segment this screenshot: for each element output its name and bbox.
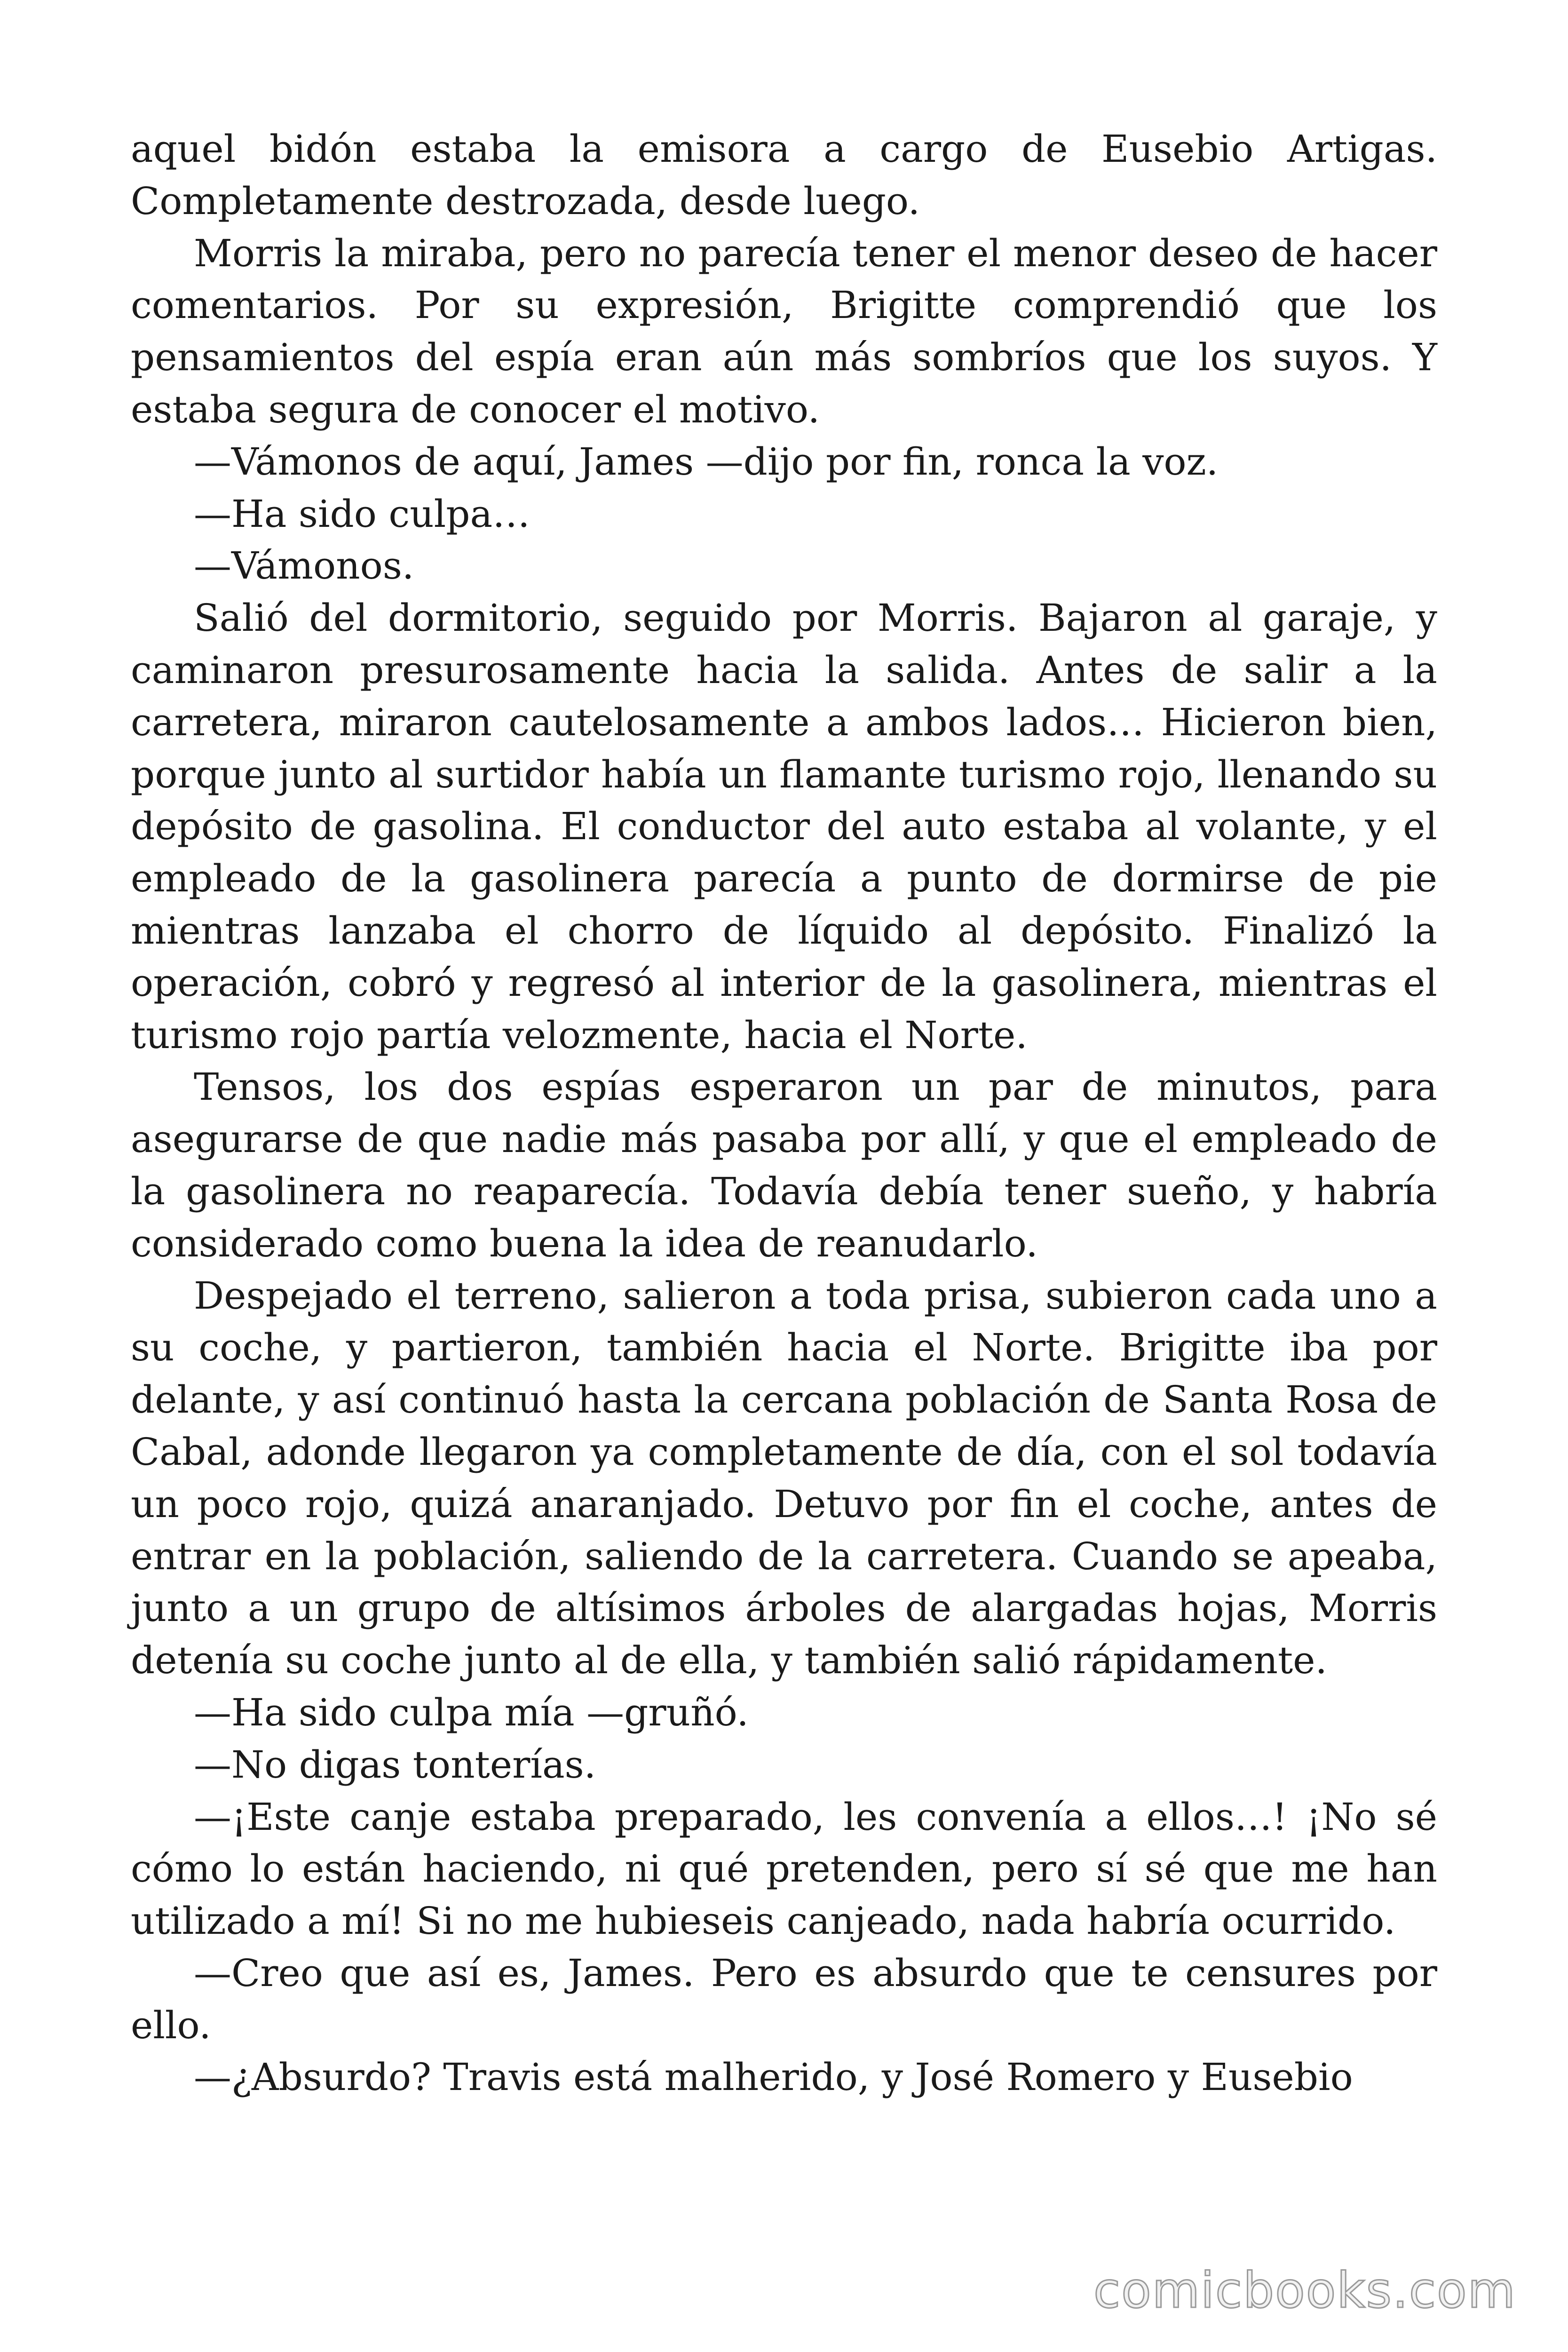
dialogue-line: —Ha sido culpa mía —gruñó.: [194, 1690, 749, 1734]
paragraph: Tensos, los dos espías esperaron un par de minutos, para asegurarse de que nadie más pasaba por allí, y que el empleado de la gasolinera no reaparecía. Todavía debía tener sueño, y habría considerado como buena la idea de reanudarlo.: [131, 1065, 1437, 1265]
paragraph: aquel bidón estaba la emisora a cargo de Eusebio Artigas. Completamente destrozada, desde luego.: [131, 127, 1437, 223]
dialogue-line: —¡Este canje estaba preparado, les convenía a ellos…! ¡No sé cómo lo están haciendo, ni qué pretenden, pero sí sé que me han utilizado a mí! Si no me hubieseis canjeado, nada habría ocurrido.: [131, 1795, 1437, 1943]
dialogue-line: —Vámonos.: [194, 544, 414, 588]
dialogue-line: —Vámonos de aquí, James —dijo por fin, ronca la voz.: [194, 439, 1219, 484]
dialogue-line: —¿Absurdo? Travis está malherido, y José Romero y Eusebio: [194, 2055, 1353, 2099]
paragraph: Salió del dormitorio, seguido por Morris. Bajaron al garaje, y caminaron presurosamente hacia la salida. Antes de salir a la carretera, miraron cautelosamente a ambos lados… Hicieron bien, porque junto al surtidor había un flamante turismo rojo, llenando su depósito de gasolina. El conductor del auto estaba al volante, y el empleado de la gasolinera parecía a punto de dormirse de pie mientras lanzaba el chorro de líquido al depósito. Finalizó la operación, cobró y regresó al interior de la gasolinera, mientras el turismo rojo partía velozmente, hacia el Norte.: [131, 596, 1437, 1057]
paragraph: Morris la miraba, pero no parecía tener el menor deseo de hacer comentarios. Por su expresión, Brigitte comprendió que los pensamientos del espía eran aún más sombríos que los suyos. Y estaba segura de conocer el motivo.: [131, 231, 1437, 431]
dialogue-line: —Creo que así es, James. Pero es absurdo que te censures por ello.: [131, 1951, 1437, 2047]
site-watermark: comicbooks.com: [1093, 2262, 1516, 2319]
dialogue-line: —Ha sido culpa…: [194, 492, 531, 536]
dialogue-line: —No digas tonterías.: [194, 1742, 596, 1787]
paragraph: Despejado el terreno, salieron a toda prisa, subieron cada uno a su coche, y partieron, también hacia el Norte. Brigitte iba por delante, y así continuó hasta la cercana población de Santa Rosa de Cabal, adonde llegaron ya completamente de día, con el sol todavía un poco rojo, quizá anaranjado. Detuvo por fin el coche, antes de entrar en la población, saliendo de la carretera. Cuando se apeaba, junto a un grupo de altísimos árboles de alargadas hojas, Morris detenía su coche junto al de ella, y también salió rápidamente.: [131, 1273, 1437, 1683]
body-text: [131, 123, 1437, 2104]
